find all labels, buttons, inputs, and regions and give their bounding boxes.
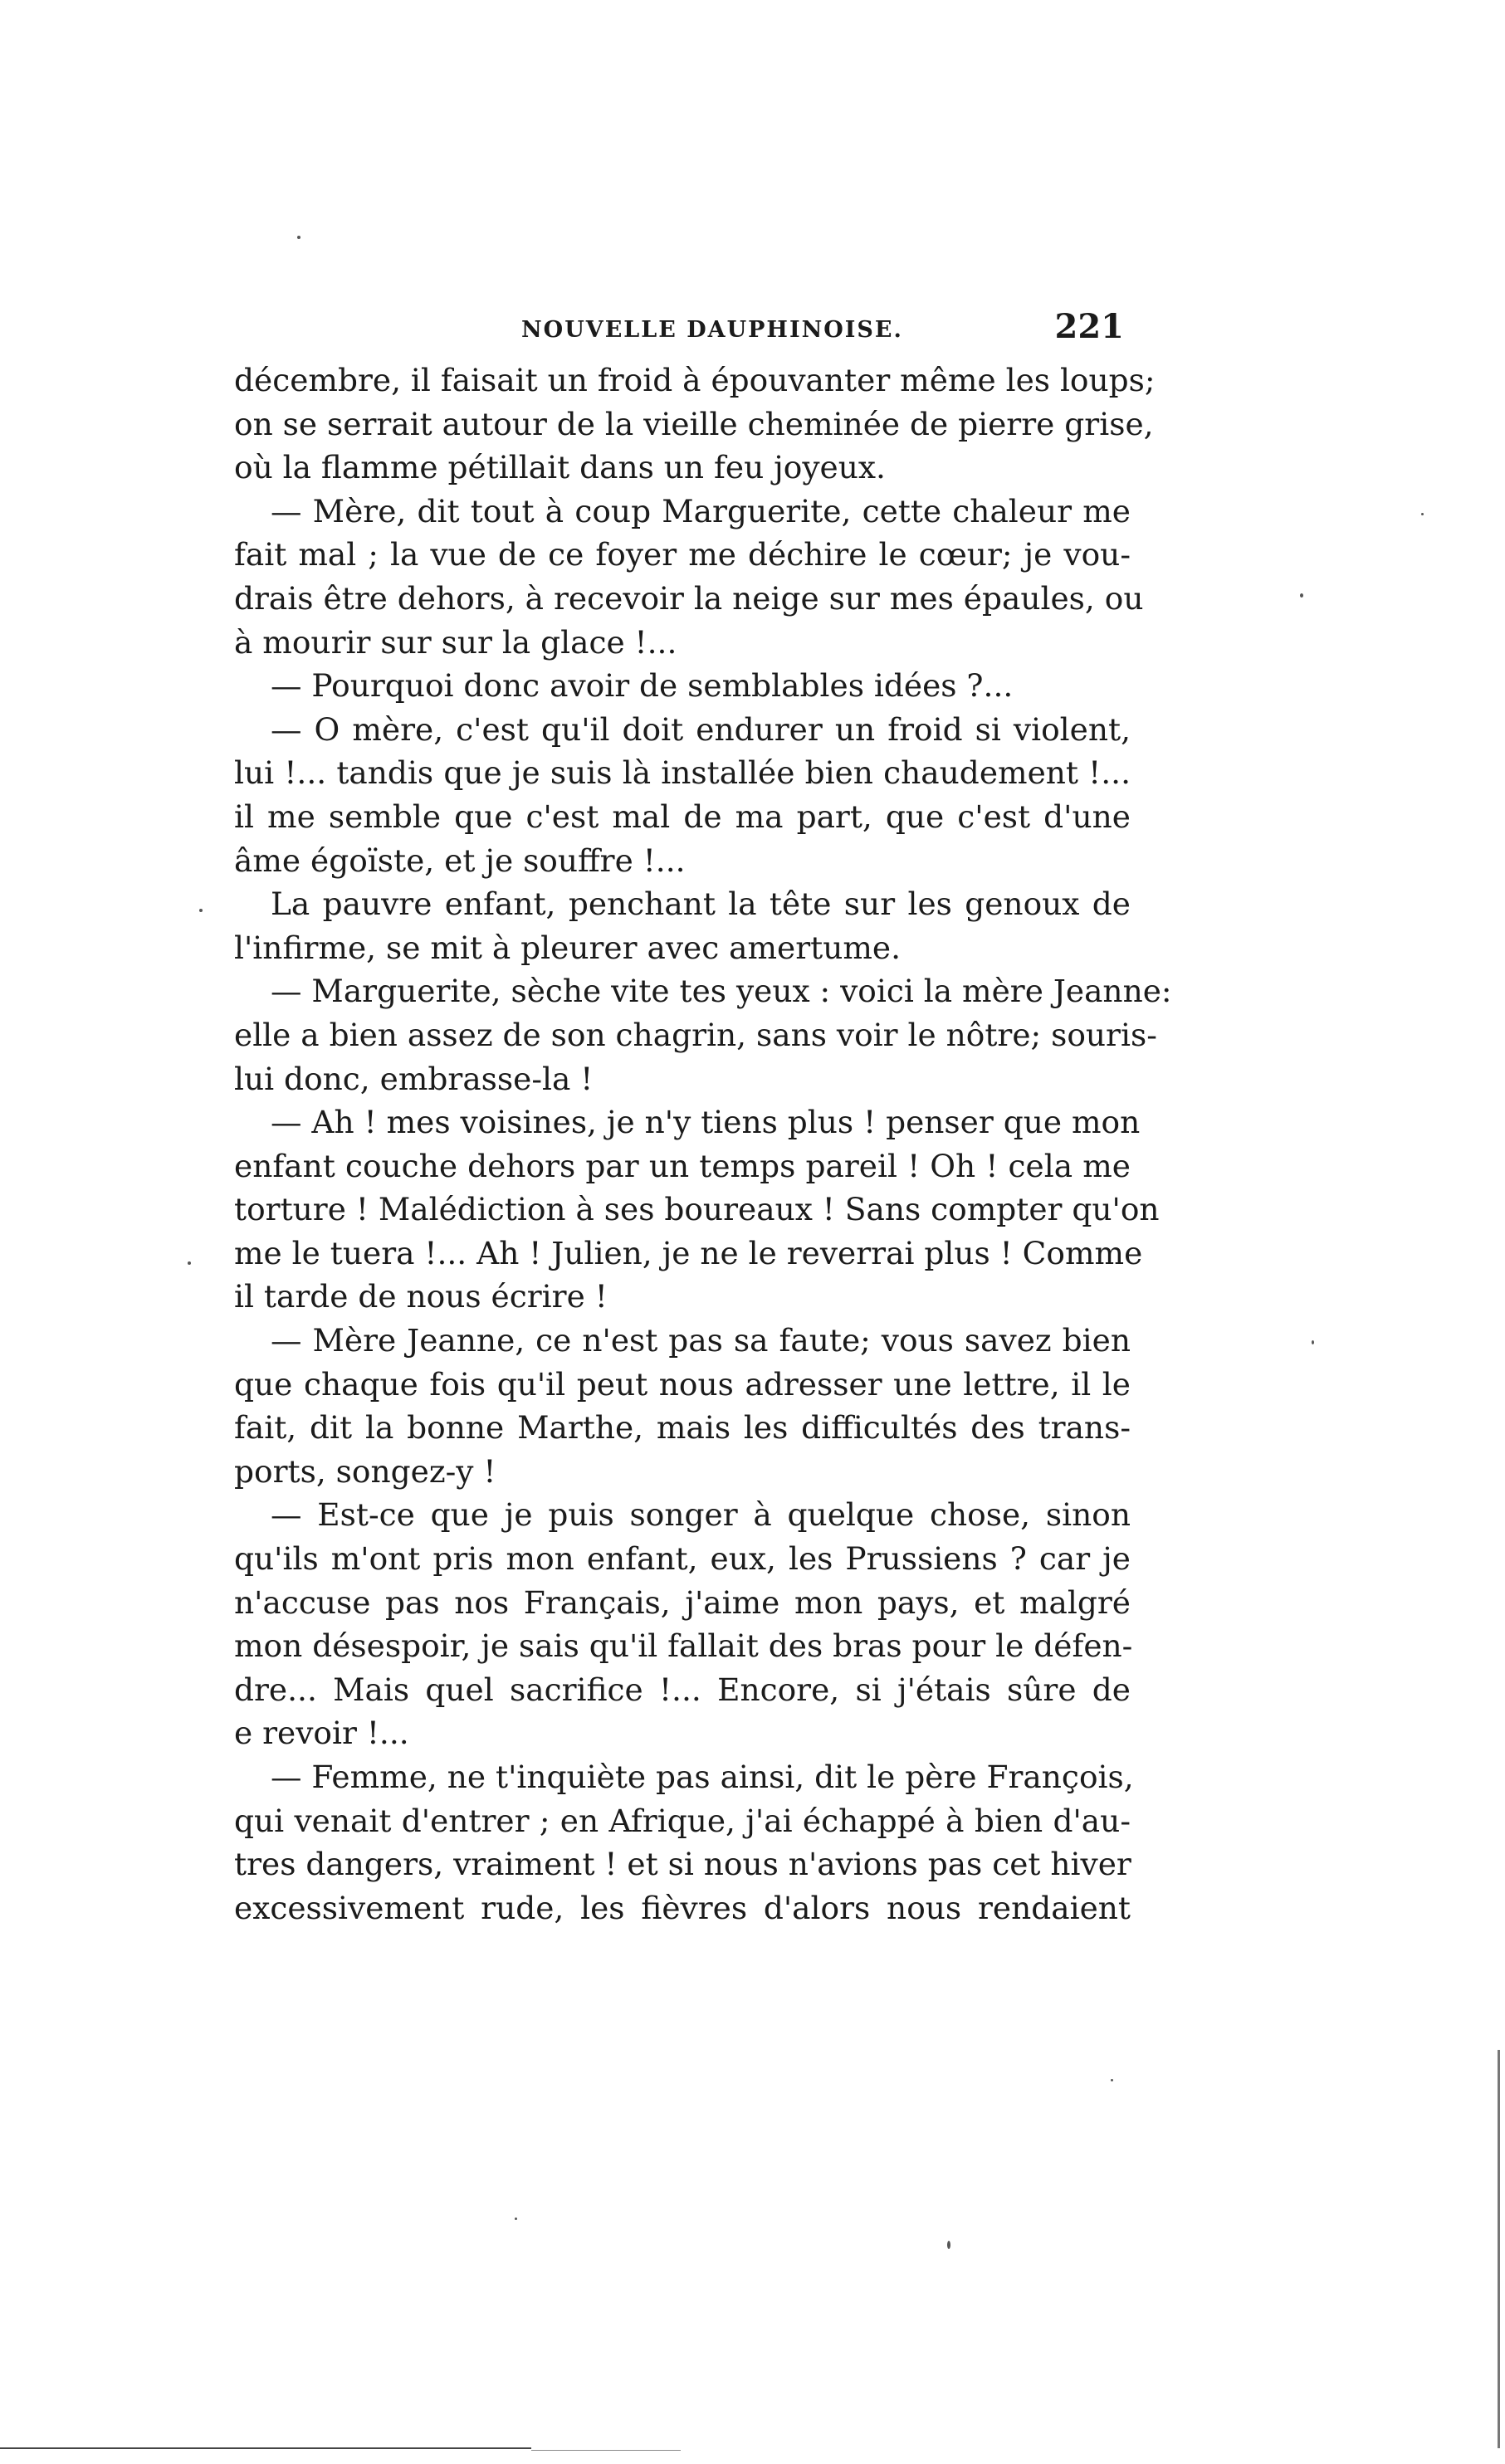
print-speck	[297, 236, 301, 239]
text-line: drais être dehors, à recevoir la neige sur mes épaules, ou	[234, 579, 1144, 617]
text-line: lui donc, embrasse-la !	[234, 1060, 594, 1097]
text-line: elle a bien assez de son chagrin, sans voir le nôtre; souris-	[234, 1016, 1157, 1053]
scan-edge-line	[1498, 2050, 1500, 2448]
print-speck	[199, 909, 203, 912]
print-speck	[947, 2241, 950, 2249]
body-text	[234, 359, 1172, 1930]
text-line: qui venait d'entrer ; en Afrique, j'ai échappé à bien d'au-	[234, 1802, 1131, 1839]
text-line: il me semble que c'est mal de ma part, que c'est d'une	[234, 798, 1131, 835]
print-speck	[1421, 513, 1424, 515]
text-line: tres dangers, vraiment ! et si nous n'avions pas cet hiver	[234, 1846, 1131, 1883]
text-line: à mourir sur sur la glace !...	[234, 623, 677, 661]
text-line: fait, dit la bonne Marthe, mais les difficultés des trans-	[234, 1409, 1131, 1447]
text-line: La pauvre enfant, penchant la tête sur les genoux de	[271, 886, 1131, 923]
text-line: — Mère Jeanne, ce n'est pas sa faute; vous savez bien	[271, 1322, 1131, 1359]
text-line: qu'ils m'ont pris mon enfant, eux, les Prussiens ? car je	[234, 1540, 1131, 1578]
print-speck	[1312, 1340, 1314, 1344]
print-speck	[515, 2218, 517, 2220]
print-speck	[1300, 593, 1303, 598]
text-line: — Mère, dit tout à coup Marguerite, cette chaleur me	[271, 492, 1131, 529]
text-line: me le tuera !... Ah ! Julien, je ne le reverrai plus ! Comme	[234, 1234, 1143, 1271]
page-number: 221	[1054, 307, 1124, 346]
text-line: âme égoïste, et je souffre !...	[234, 842, 686, 879]
text-line: enfant couche dehors par un temps pareil ! Oh ! cela me	[234, 1147, 1131, 1184]
text-line: ports, songez-y !	[234, 1452, 496, 1490]
text-line: — Marguerite, sèche vite tes yeux : voici la mère Jeanne:	[271, 973, 1172, 1010]
text-line: — Ah ! mes voisines, je n'y tiens plus ! penser que mon	[271, 1104, 1141, 1141]
page-header	[239, 307, 1134, 357]
scan-edge-line	[531, 2450, 681, 2451]
text-line: e revoir !...	[234, 1715, 409, 1752]
text-line: — O mère, c'est qu'il doit endurer un froid si violent,	[271, 710, 1131, 748]
text-line: lui !... tandis que je suis là installée bien chaudement !...	[234, 754, 1131, 792]
text-line: — Femme, ne t'inquiète pas ainsi, dit le père François,	[271, 1759, 1134, 1795]
text-line: excessivement rude, les fièvres d'alors nous rendaient	[234, 1889, 1131, 1926]
text-line: n'accuse pas nos Français, j'aime mon pays, et malgré	[234, 1583, 1131, 1621]
text-line: que chaque fois qu'il peut nous adresser une lettre, il le	[234, 1365, 1131, 1403]
print-speck	[188, 1261, 191, 1265]
text-line: on se serrait autour de la vieille cheminée de pierre grise,	[234, 405, 1154, 442]
text-line: fait mal ; la vue de ce foyer me déchire le cœur; je vou-	[234, 536, 1131, 573]
text-line: il tarde de nous écrire !	[234, 1278, 608, 1315]
text-line: — Est-ce que je puis songer à quelque chose, sinon	[271, 1496, 1131, 1534]
running-head: NOUVELLE DAUPHINOISE.	[521, 317, 903, 343]
text-line: dre... Mais quel sacrifice !... Encore, si j'étais sûre de	[234, 1671, 1131, 1708]
print-speck	[1111, 2079, 1113, 2081]
text-line: mon désespoir, je sais qu'il fallait des bras pour le défen-	[234, 1627, 1133, 1665]
text-line: où la flamme pétillait dans un feu joyeux.	[234, 449, 886, 486]
text-line: l'infirme, se mit à pleurer avec amertume.	[234, 929, 902, 966]
text-line: — Pourquoi donc avoir de semblables idées ?...	[271, 667, 1014, 705]
text-line: torture ! Malédiction à ses boureaux ! Sans compter qu'on	[234, 1191, 1160, 1228]
text-line: décembre, il faisait un froid à épouvanter même les loups;	[234, 362, 1156, 398]
scan-edge-line	[0, 2447, 531, 2449]
